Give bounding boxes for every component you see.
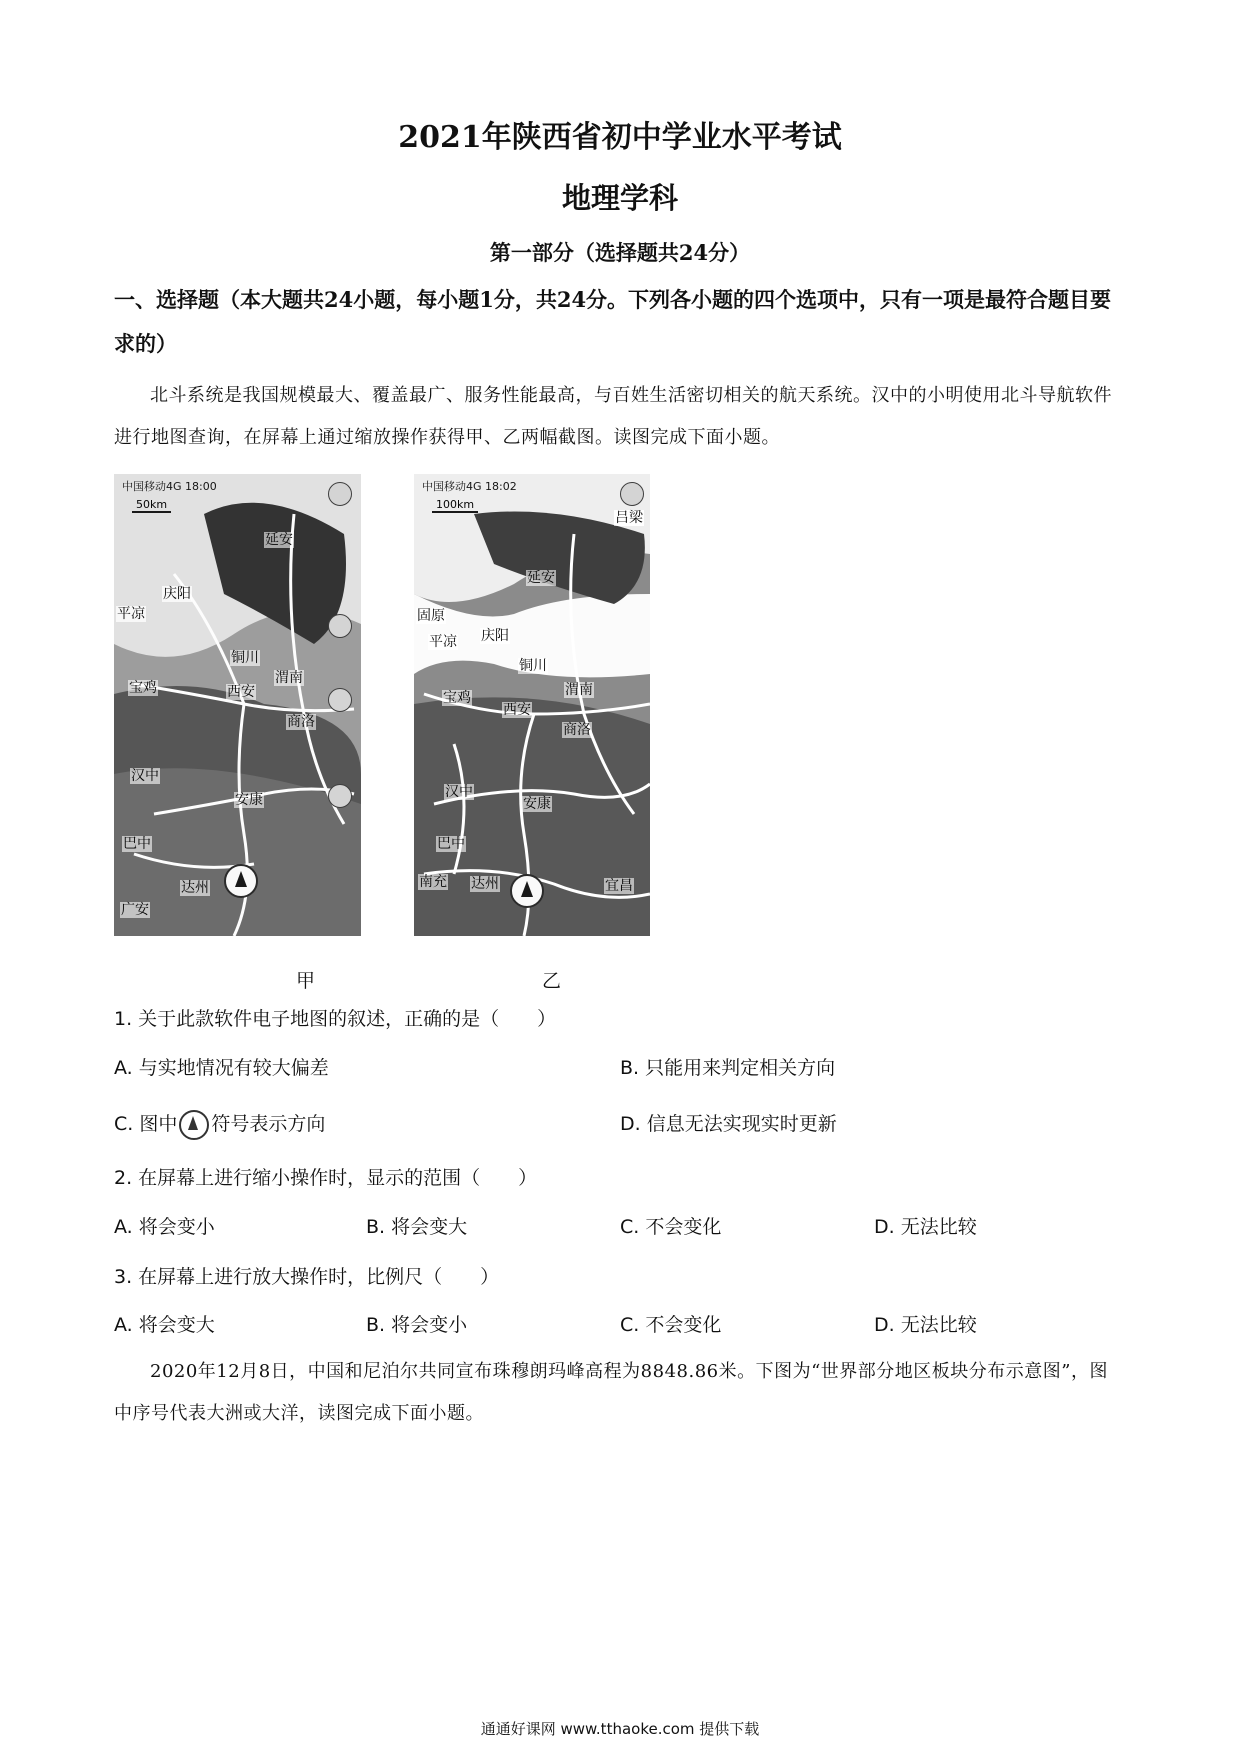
map-label: 宝鸡 [129,680,157,696]
exam-title: 2021年陕西省初中学业水平考试 [398,120,842,155]
map-label: 渭南 [275,670,303,686]
map-label: 庆阳 [163,586,191,602]
question-2-option-d[interactable]: D. 无法比较 [874,1216,977,1238]
question-2-option-a[interactable]: A. 将会变小 [114,1216,215,1238]
map-label: 渭南 [565,682,593,698]
map-jia-scale: 50km [132,498,171,513]
map-label: 商洛 [287,714,315,730]
question-2-option-b[interactable]: B. 将会变大 [366,1216,468,1238]
navigation-arrow-icon[interactable] [224,864,258,898]
map-label: 安康 [523,796,551,812]
map-label: 安康 [235,792,263,808]
map-label: 达州 [471,876,499,892]
map-jia-locate-button[interactable] [328,784,352,808]
footer-source: 通通好课网 www.tthaoke.com 提供下载 [480,1720,760,1738]
question-1-option-a[interactable]: A. 与实地情况有较大偏差 [114,1057,329,1079]
intro-paragraph-1: 北斗系统是我国规模最大、覆盖最广、服务性能最高，与百姓生活密切相关的航天系统。汉中的小明使用北斗导航软件进行地图查询，在屏幕上通过缩放操作获得甲、乙两幅截图。读图完成下面小题。 [114,385,1112,448]
part-title: 第一部分（选择题共24分） [489,240,751,265]
map-label: 南充 [419,874,447,890]
question-1-option-c-label: C. 图中 [114,1113,178,1135]
section-heading: 一、选择题（本大题共24小题，每小题1分，共24分。下列各小题的四个选项中，只有一项是最符合题目要求的） [114,287,1112,356]
question-2-option-c[interactable]: C. 不会变化 [620,1216,722,1238]
question-1-option-d[interactable]: D. 信息无法实现实时更新 [620,1113,837,1135]
map-label: 吕梁 [615,510,643,526]
map-screenshot-jia [114,474,361,936]
map-label: 宜昌 [605,878,633,894]
map-jia-layer-button[interactable] [328,614,352,638]
map-label: 宝鸡 [443,690,471,706]
map-caption-yi: 乙 [542,970,562,992]
map-label: 铜川 [231,650,259,666]
question-1-option-c[interactable] [114,1109,325,1140]
question-2-stem: 2. 在屏幕上进行缩小操作时，显示的范围（ ） [114,1167,538,1189]
question-3-option-d[interactable]: D. 无法比较 [874,1314,977,1336]
question-3-option-a[interactable]: A. 将会变大 [114,1314,215,1336]
map-jia-zoom-button[interactable] [328,688,352,712]
map-label: 广安 [121,902,149,918]
navigation-arrow-icon [179,1110,209,1140]
map-label: 延安 [527,570,555,586]
map-label: 巴中 [437,836,465,852]
map-label: 达州 [181,880,209,896]
map-label: 西安 [227,684,255,700]
map-label: 汉中 [445,784,473,800]
map-jia-menu-button[interactable] [328,482,352,506]
subject-title: 地理学科 [561,181,678,215]
map-label: 庆阳 [481,628,509,644]
map-caption-jia: 甲 [296,970,316,992]
question-3-option-c[interactable]: C. 不会变化 [620,1314,722,1336]
map-label: 平凉 [429,634,457,650]
map-label: 汉中 [131,768,159,784]
question-1-option-c-suffix: 符号表示方向 [211,1113,326,1135]
intro-paragraph-2: 2020年12月8日，中国和尼泊尔共同宣布珠穆朗玛峰高程为8848.86米。下图为“世界部分地区板块分布示意图”，图中序号代表大洲或大洋，读图完成下面小题。 [114,1361,1108,1424]
question-1-option-b[interactable]: B. 只能用来判定相关方向 [620,1057,836,1079]
map-label: 西安 [503,702,531,718]
map-label: 铜川 [519,658,547,674]
question-3-option-b[interactable]: B. 将会变小 [366,1314,468,1336]
map-yi-scale: 100km [432,498,478,513]
navigation-arrow-icon[interactable] [510,874,544,908]
question-3-stem: 3. 在屏幕上进行放大操作时，比例尺（ ） [114,1266,500,1288]
map-jia-status: 中国移动4G 18:00 [122,480,217,493]
map-label: 巴中 [123,836,151,852]
map-yi-menu-button[interactable] [620,482,644,506]
map-label: 商洛 [563,722,591,738]
map-label: 固原 [417,608,445,624]
map-label: 延安 [265,532,293,548]
map-screenshot-yi [414,474,650,936]
map-label: 平凉 [117,606,145,622]
map-yi-status: 中国移动4G 18:02 [422,480,517,493]
question-1-stem: 1. 关于此款软件电子地图的叙述，正确的是（ ） [114,1008,557,1030]
